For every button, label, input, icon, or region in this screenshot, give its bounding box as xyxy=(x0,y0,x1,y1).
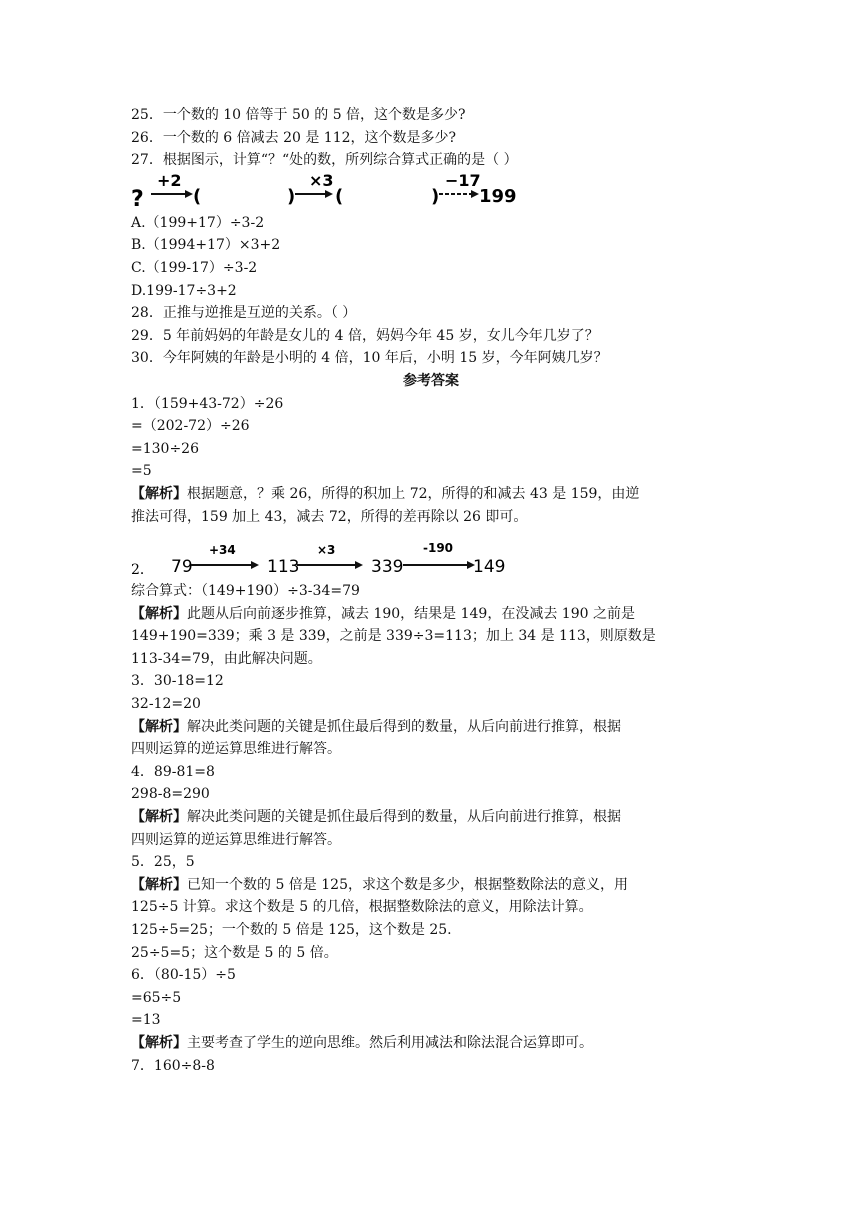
answer-3-line: 3．30-18=12 xyxy=(131,673,224,690)
q27-option-a: A.（199+17）÷3-2 xyxy=(131,214,265,231)
answer-1-analysis xyxy=(131,483,731,506)
a2-op2: ×3 xyxy=(317,543,336,558)
question-26: 26．一个数的 6 倍减去 20 是 112，这个数是多少? xyxy=(131,129,457,146)
a2-n3: 339 xyxy=(371,557,404,578)
answer-3-analysis-cont: 四则运算的逆运算思维进行解答。 xyxy=(131,741,341,758)
answer-1-line: 1．（159+43-72）÷26 xyxy=(131,395,284,412)
q27-paren1-close: ) xyxy=(287,185,296,207)
question-27-diagram xyxy=(131,172,731,212)
analysis-tag: 【解析】 xyxy=(131,809,187,826)
analysis-text: 已知一个数的 5 倍是 125，求这个数是多少，根据整数除法的意义，用 xyxy=(187,876,628,893)
question-30: 30．今年阿姨的年龄是小明的 4 倍，10 年后，小明 15 岁，今年阿姨几岁？ xyxy=(131,350,608,367)
q27-flow-diagram xyxy=(131,172,531,212)
answer-5-analysis-cont: 125÷5=25；一个数的 5 倍是 125，这个数是 25. xyxy=(131,922,452,938)
answer-7-line: 7．160÷8-8 xyxy=(131,1057,215,1074)
q27-start: ? xyxy=(131,186,144,212)
a2-op1: +34 xyxy=(209,543,236,558)
question-27: 27．根据图示，计算“？“处的数，所列综合算式正确的是（ ） xyxy=(131,152,518,169)
analysis-text: 解决此类问题的关键是抓住最后得到的数量，从后向前进行推算，根据 xyxy=(187,809,621,826)
answer-1-analysis-cont: 推法可得，159 加上 43，减去 72，所得的差再除以 26 即可。 xyxy=(131,508,528,525)
analysis-tag: 【解析】 xyxy=(131,718,187,735)
answer-2-analysis xyxy=(131,603,731,626)
q27-arrow2-head xyxy=(325,190,333,198)
answer-4-line: 298-8=290 xyxy=(131,786,210,803)
a2-n4: 149 xyxy=(473,557,506,578)
answers-title: 参考答案 xyxy=(403,372,459,389)
a2-arrow2-head xyxy=(355,561,363,569)
answer-6-line: 6．（80-15）÷5 xyxy=(131,967,236,984)
answer-1-line: =5 xyxy=(131,463,152,480)
answer-4-line: 4．89-81=8 xyxy=(131,763,215,780)
q27-op1: +2 xyxy=(157,171,182,190)
answer-5-analysis-cont: 125÷5 计算。求这个数是 5 的几倍，根据整数除法的意义，用除法计算。 xyxy=(131,899,593,916)
q27-option-d: D.199-17÷3+2 xyxy=(131,282,237,299)
analysis-tag: 【解析】 xyxy=(131,1034,187,1051)
answer-2-analysis-cont: 113-34=79，由此解决问题。 xyxy=(131,650,322,667)
answer-6-line: =65÷5 xyxy=(131,989,182,1006)
q27-option-c: C.（199-17）÷3-2 xyxy=(131,259,258,276)
answer-1-line: =（202-72）÷26 xyxy=(131,418,250,435)
answer-2-diagram xyxy=(131,528,731,580)
question-25: 25．一个数的 10 倍等于 50 的 5 倍，这个数是多少? xyxy=(131,107,466,123)
answer-1-line: =130÷26 xyxy=(131,440,199,457)
q27-end: 199 xyxy=(479,185,517,207)
q27-op3: −17 xyxy=(445,171,481,190)
analysis-tag: 【解析】 xyxy=(131,605,187,622)
q27-paren2-close: ) xyxy=(431,185,440,207)
analysis-tag: 【解析】 xyxy=(131,485,187,502)
q27-option-b: B.（1994+17）×3+2 xyxy=(131,237,281,254)
q27-op2: ×3 xyxy=(309,171,334,190)
analysis-text: 解决此类问题的关键是抓住最后得到的数量，从后向前进行推算，根据 xyxy=(187,718,621,735)
question-29: 29．5 年前妈妈的年龄是女儿的 4 倍，妈妈今年 45 岁，女儿今年几岁了？ xyxy=(131,327,599,344)
analysis-text: 此题从后向前逐步推算，减去 190，结果是 149，在没减去 190 之前是 xyxy=(187,605,635,622)
answer-3-analysis xyxy=(131,716,731,739)
answer-2-formula: 综合算式：（149+190）÷3-34=79 xyxy=(131,583,360,600)
answer-6-line: =13 xyxy=(131,1012,161,1029)
document-content xyxy=(131,104,731,1077)
question-28: 28．正推与逆推是互逆的关系。（ ） xyxy=(131,305,357,322)
answer-5-analysis xyxy=(131,874,731,897)
q27-arrow1-head xyxy=(185,190,193,198)
a2-op3: -190 xyxy=(423,541,454,556)
answer-2-analysis-cont: 149+190=339；乘 3 是 339，之前是 339÷3=113；加上 34 是 113，则原数是 xyxy=(131,628,656,645)
a2-n2: 113 xyxy=(267,557,300,578)
a2-number: 2． xyxy=(131,562,154,579)
answer-6-analysis xyxy=(131,1032,731,1055)
answer-3-line: 32-12=20 xyxy=(131,696,201,713)
answer-4-analysis xyxy=(131,806,731,829)
analysis-text: 主要考查了学生的逆向思维。然后利用减法和除法混合运算即可。 xyxy=(187,1034,593,1051)
a2-n1: 79 xyxy=(171,557,193,578)
analysis-tag: 【解析】 xyxy=(131,876,187,893)
answer-4-analysis-cont: 四则运算的逆运算思维进行解答。 xyxy=(131,831,341,848)
analysis-text: 根据题意，？乘 26，所得的积加上 72，所得的和减去 43 是 159，由逆 xyxy=(187,485,640,502)
q27-paren1-open: ( xyxy=(193,185,202,207)
q27-paren2-open: ( xyxy=(335,185,344,207)
a2-flow-diagram xyxy=(131,528,531,580)
q27-arrow3-head xyxy=(471,190,479,198)
answer-5-analysis-cont: 25÷5=5；这个数是 5 的 5 倍。 xyxy=(131,944,338,961)
a2-arrow1-head xyxy=(251,561,259,569)
answer-5-line: 5．25，5 xyxy=(131,854,195,871)
